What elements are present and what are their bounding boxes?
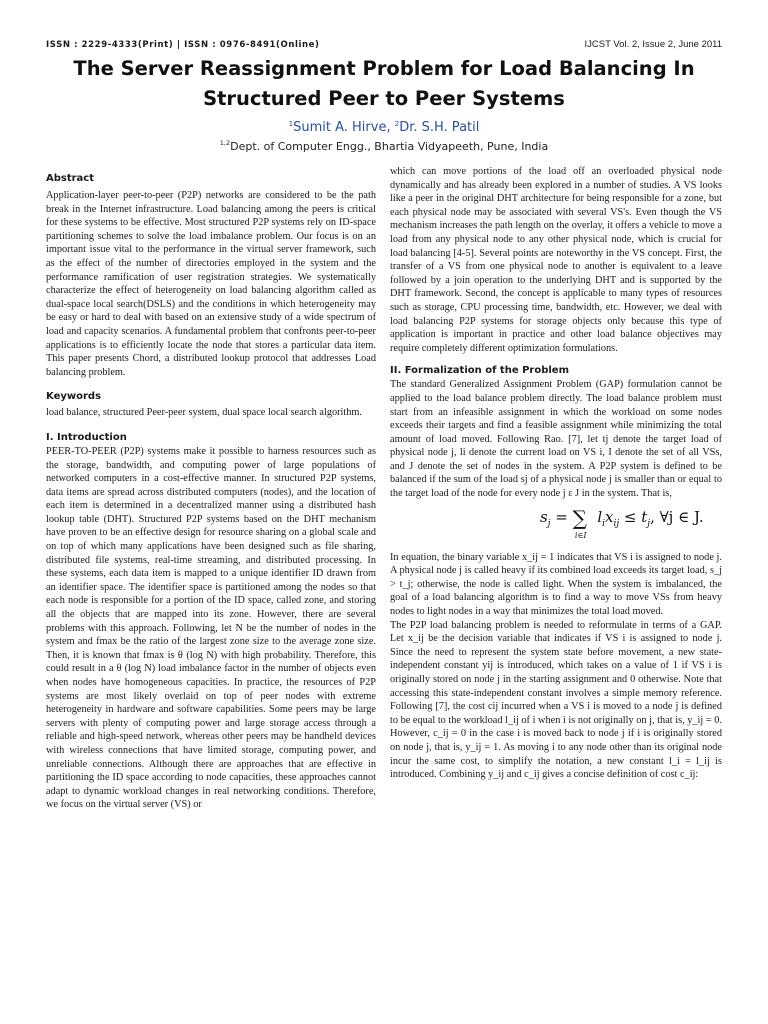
author2: Dr. S.H. Patil [399,120,480,135]
abstract-body: Application-layer peer-to-peer (P2P) networks are considered to be the path break in the Internet infrastructure. Load balancing among the peers is critical for these systems to be effective. Most structured P2P systems rely on ID-space partitioning schemes to solve the load imbalance problem. Our focus is on an important issue vital to the performance in the virtual server framework, such as the effect of the number of directories employed in the system and the performance ramification of user registration strategies. We systematically characterize the effect of heterogeneity on load balancing algorithm called as dual-space local search(DSLS) and the conditions in which heterogeneity may be easy or hard to deal with based on an extensive study of a wide spectrum of load and capacity scenarios. A fundamental problem that confronts peer-to-peer applications is to efficiently locate the node that stores a particular data item. This paper presents Chord, a distributed lookup protocol that addresses Load balancing problem. [46,190,376,378]
balance-equation [390,501,722,551]
keywords-body: load balance, structured Peer-peer system, dual space local search algorithm. [46,407,363,419]
keywords-heading: Keywords [46,391,102,403]
author2-marker: 2 [394,120,400,128]
eq-equals: = [550,507,573,526]
eq-tail: , ∀j ∈ J. [650,507,704,526]
right-column [390,165,722,782]
eq-load: l [597,507,603,526]
introduction-heading: I. Introduction [46,431,127,443]
eq-relation: ≤ t [619,507,648,526]
affiliation-marker: 1,2 [219,139,231,147]
introduction-body: PEER-TO-PEER (P2P) systems make it possible to harness resources such as the storage, bandwidth, and computing power of large populations of networked computers in a cost-effective manner. In structured P2P systems, data items are spread across distributed computers (nodes), and the location of each item is determined in a decentralized manner using a distributed hash lookup table (DHT). Structured P2P systems based on the DHT mechanism have proven to be an effective design for resource sharing on a global scale and on top of which many applications have been designed such as file sharing, distributed file systems, real-time streaming, and distributed processing. In these systems, each data item is mapped to a unique identifier ID drawn from an identifier space. The identifier space is partitioned among the nodes so that each node is responsible for a portion of the ID space, called zone, and storing all the objects that are mapped into its zone. However, there are several problems with this approach. Following, let N be the number of nodes in the system and fmax be the ratio of the largest zone size to the average zone size. Then, it is known that fmax is θ (log N) with high probability. Therefore, this could result in a θ (log N) load imbalance factor in the number of objects even when nodes have homogeneous capacities. In practice, the resources of P2P systems are most likely overlaid on top of peer nodes with extreme heterogeneity in hardware and software capabilities. Some peers may be large servers with plenty of computing power and large storage access through a reliable and high-speed network, whereas other peers may be handheld devices with wireless connections that have limited storage, computing power, and unreliable connections. Although there are approaches that are effective in partitioning the ID space according to node capacities, these approaches cannot adapt to dynamic workload changes in real networking conditions. Therefore, we focus on the virtual server (VS) or [46,445,376,811]
author1: Sumit A. Hirve, [293,120,395,135]
formalization-heading: II. Formalization of the Problem [390,365,570,377]
title-line-2: Structured Peer to Peer Systems [203,87,565,110]
vs-continuation-paragraph: which can move portions of the load off an overloaded physical node dynamically and has already been explored in a number of studies. A VS looks like a peer in the original DHT architecture for being responsible for a zone, but each physical node may be associated with several VS's. Even though the VS mechanism increases the path length on the overlay, it offers a vehicle to move a load from any physical node to any other physical node, which is crucial for load balancing [4-5]. Several points are noteworthy in the VS concept. First, the transfer of a VS from one physical node to another is equivalent to a leave followed by a join operation to the underlying DHT and is supported by the DHT framework. Second, the concept is applicable to many types of resources such as storage, CPU processing time, bandwidth, etc. However, we deal with load balancing P2P systems for storage objects only because this type of application is important in practice and other load balance objectives may require completely different optimization formulations. [390,166,722,354]
issn-line: ISSN : 2229-4333(Print) | ISSN : 0976-8491(Online) [46,40,320,50]
eq-sum-index: i∈I [574,530,587,540]
running-header [46,38,722,52]
eq-target-sub: j [647,518,651,529]
paper-title [30,54,738,114]
title-line-1: The Server Reassignment Problem for Load Balancing In [73,57,695,80]
eq-var: x [605,507,614,526]
affiliation-text: Dept. of Computer Engg., Bhartia Vidyapeeth, Pune, India [230,140,549,153]
eq-load-sub: i [602,518,606,529]
formalization-paragraph-3: The P2P load balancing problem is needed to reformulate in terms of a GAP. Let x_ij be the decision variable that indicates if VS i is assigned to node j. Since the need to represent the system state before movement, a new state-independent constant yij is introduced, which takes on a value of 1 if VS i is originally stored on node j in the starting assignment and 0 otherwise. Note that accessing this state-independent constant involves a simple memory reference. Following [7], the cost cij incurred when a VS i is moved to a node j is defined to be equal to the workload l_ij of i when i is not originally on j, that is, y_ij = 0. However, c_ij = 0 in the case i is moved back to node j if i is originally stored on node j, that is, y_ij = 1. As moving i to any node other than its original node incur the same cost, to simplify the notation, a new constant l_i = l_ij is introduced. Combining y_ij and c_ij gives a concise definition of cost c_ij: [390,619,722,781]
journal-info: IJCST Vol. 2, Issue 2, June 2011 [584,39,722,50]
abstract-heading: Abstract [46,173,95,184]
author1-marker: 1 [288,120,294,128]
eq-lhs: s [540,507,548,526]
eq-summation: ∑ [572,505,587,530]
left-column [46,172,376,812]
formalization-paragraph-1: The standard Generalized Assignment Problem (GAP) formulation cannot be applied to the load balance problem directly. The load balance problem must start from an infeasible assignment in which the workload on some nodes exceeds their targets and find a feasible assignment while minimizing the total amount of load moved. Following Rao. [7], let tj denote the target load of physical node j, li denote the current load on VS i, I denote the set of all VSs, and J denote the set of nodes in the system. A P2P system is defined to be balanced if the sum of the load sj of a physical node j is smaller than or equal to the target load of the node for every node j ε J in the system. That is, [390,379,722,500]
author-line [0,120,768,135]
affiliation [0,139,768,153]
eq-lhs-sub: j [547,518,551,529]
eq-var-sub: ij [613,518,620,529]
formalization-paragraph-2: In equation, the binary variable x_ij = 1 indicates that VS i is assigned to node j. A physical node j is called heavy if its combined load exceeds its target load, s_j > t_j; otherwise, the node is called light. When the system is imbalanced, the goal of a load balancing algorithm is to find a way to move VSs from heavy nodes to light nodes in a way that minimizes the total load moved. [390,551,722,618]
